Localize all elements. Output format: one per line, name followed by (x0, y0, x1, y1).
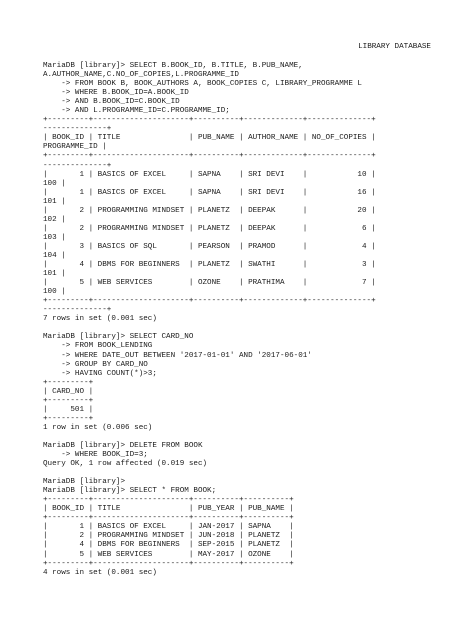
console-transcript (43, 62, 443, 578)
console-line: -> FROM BOOK B, BOOK_AUTHORS A, BOOK_COPIES C, LIBRARY_PROGRAMME L (43, 80, 362, 89)
console-line: 1 row in set (0.006 sec) (43, 423, 153, 432)
console-line: 100 | (43, 288, 66, 297)
console-line: 7 rows in set (0.001 sec) (43, 315, 157, 324)
console-line: --------------+ (43, 161, 112, 170)
console-line: | BOOK_ID | TITLE | PUB_YEAR | PUB_NAME | (43, 505, 294, 514)
console-line: | 2 | PROGRAMMING MINDSET | PLANETZ | DEEPAK | 20 | (43, 206, 376, 215)
console-line: | 1 | BASICS OF EXCEL | JAN-2017 | SAPNA | (43, 523, 294, 532)
console-line: -> WHERE DATE_OUT BETWEEN '2017-01-01' AND '2017-06-01' (43, 351, 312, 360)
console-line: -> FROM BOOK_LENDING (43, 342, 153, 351)
console-line (43, 433, 443, 442)
console-line: +---------+---------------------+----------+----------+ (43, 514, 294, 523)
console-line: MariaDB [library]> SELECT CARD_NO (43, 333, 194, 342)
console-line: +---------+---------------------+----------+-------------+--------------+ (43, 152, 376, 161)
console-line (43, 324, 443, 333)
console-line: | 1 | BASICS OF EXCEL | SAPNA | SRI DEVI | 10 | (43, 170, 376, 179)
console-line: 101 | (43, 270, 66, 279)
console-line: | 4 | DBMS FOR BEGINNERS | PLANETZ | SWATHI | 3 | (43, 261, 376, 270)
console-line: -> AND B.BOOK_ID=C.BOOK_ID (43, 98, 180, 107)
console-line: | 2 | PROGRAMMING MINDSET | JUN-2018 | PLANETZ | (43, 532, 294, 541)
console-line: 101 | (43, 197, 66, 206)
console-line: MariaDB [library]> DELETE FROM BOOK (43, 441, 203, 450)
console-line: PROGRAMME_ID | (43, 143, 107, 152)
console-line: -> GROUP BY CARD_NO (43, 360, 148, 369)
console-line: Query OK, 1 row affected (0.019 sec) (43, 460, 208, 469)
console-line: | 2 | PROGRAMMING MINDSET | PLANETZ | DEEPAK | 6 | (43, 224, 376, 233)
console-line: | 5 | WEB SERVICES | MAY-2017 | OZONE | (43, 550, 294, 559)
console-line: A.AUTHOR_NAME,C.NO_OF_COPIES,L.PROGRAMME_ID (43, 71, 239, 80)
console-line: | BOOK_ID | TITLE | PUB_NAME | AUTHOR_NAME | NO_OF_COPIES | (43, 134, 376, 143)
console-line: | 501 | (43, 405, 94, 414)
console-line: -> WHERE BOOK_ID=3; (43, 451, 148, 460)
console-line: +---------+ (43, 378, 94, 387)
console-line: 4 rows in set (0.001 sec) (43, 568, 157, 577)
console-line: MariaDB [library]> (43, 478, 126, 487)
console-line: 103 | (43, 233, 66, 242)
console-line: -> AND L.PROGRAMME_ID=C.PROGRAMME_ID; (43, 107, 230, 116)
console-line: -> WHERE B.BOOK_ID=A.BOOK_ID (43, 89, 189, 98)
console-line: +---------+---------------------+----------+----------+ (43, 559, 294, 568)
console-line: | 5 | WEB SERVICES | OZONE | PRATHIMA | 7 | (43, 279, 376, 288)
console-line: +---------+---------------------+----------+-------------+--------------+ (43, 297, 376, 306)
console-line: -> HAVING COUNT(*)>3; (43, 369, 157, 378)
console-line: | 1 | BASICS OF EXCEL | SAPNA | SRI DEVI | 16 | (43, 188, 376, 197)
console-line: MariaDB [library]> SELECT * FROM BOOK; (43, 487, 217, 496)
console-line: 102 | (43, 215, 66, 224)
console-line: | 3 | BASICS OF SQL | PEARSON | PRAMOD | 4 | (43, 242, 376, 251)
console-line: | 4 | DBMS FOR BEGINNERS | SEP-2015 | PLANETZ | (43, 541, 294, 550)
console-line: 104 | (43, 251, 66, 260)
console-line: --------------+ (43, 125, 112, 134)
console-line: +---------+ (43, 414, 94, 423)
console-line: +---------+ (43, 396, 94, 405)
console-line: +---------+---------------------+----------+----------+ (43, 496, 294, 505)
console-line: --------------+ (43, 306, 112, 315)
console-line: MariaDB [library]> SELECT B.BOOK_ID, B.TITLE, B.PUB_NAME, (43, 62, 303, 70)
console-line: | CARD_NO | (43, 387, 94, 396)
document-header: LIBRARY DATABASE (358, 43, 431, 51)
console-line (43, 469, 443, 478)
console-line: +---------+---------------------+----------+-------------+--------------+ (43, 116, 376, 125)
console-line: 100 | (43, 179, 66, 188)
